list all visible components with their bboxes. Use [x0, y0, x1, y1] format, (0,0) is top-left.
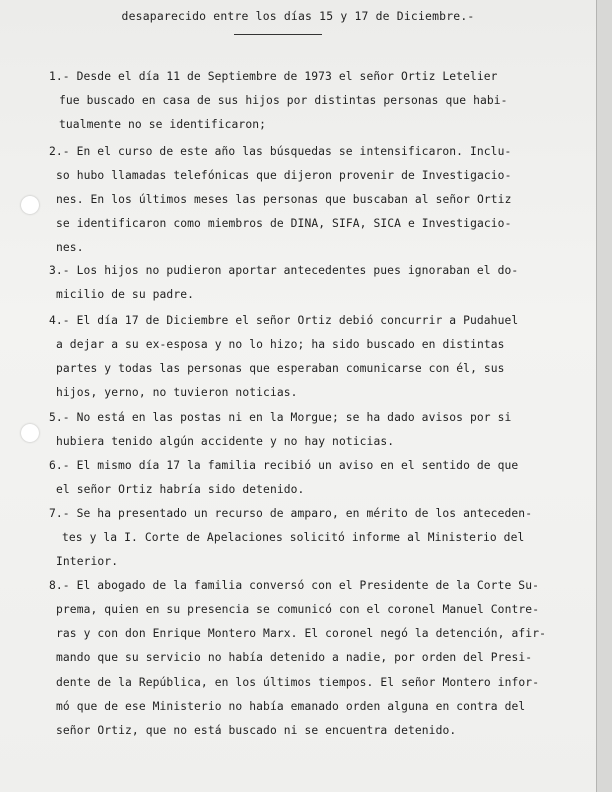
punch-hole — [21, 424, 39, 442]
body-line: ras y con don Enrique Montero Marx. El coronel negó la detención, afir- — [56, 627, 546, 640]
body-line: tes y la I. Corte de Apelaciones solicitó informe al Ministerio del — [62, 531, 525, 544]
body-line: señor Ortiz, que no está buscado ni se encuentra detenido. — [56, 724, 457, 737]
body-line: hijos, yerno, no tuvieron noticias. — [56, 386, 298, 399]
body-line: el señor Ortiz habría sido detenido. — [56, 483, 305, 496]
body-line: 5.- No está en las postas ni en la Morgue; se ha dado avisos por si — [49, 411, 512, 424]
body-line: 1.- Desde el día 11 de Septiembre de 1973 el señor Ortiz Letelier — [49, 70, 498, 83]
body-line: Interior. — [56, 555, 119, 568]
body-line: mando que su servicio no había detenido a nadie, por orden del Presi- — [56, 651, 533, 664]
body-line: so hubo llamadas telefónicas que dijeron provenir de Investigacio- — [56, 169, 512, 182]
body-line: 8.- El abogado de la familia conversó con el Presidente de la Corte Su- — [49, 579, 539, 592]
body-line: partes y todas las personas que esperaban comunicarse con él, sus — [56, 362, 505, 375]
document-heading: desaparecido entre los días 15 y 17 de Diciembre.- — [121, 9, 475, 23]
body-line: nes. — [56, 241, 84, 254]
body-line: a dejar a su ex-esposa y no lo hizo; ha sido buscado en distintas — [56, 338, 505, 351]
body-line: hubiera tenido algún accidente y no hay noticias. — [56, 435, 395, 448]
body-line: fue buscado en casa de sus hijos por distintas personas que habi- — [59, 94, 508, 107]
body-line: 7.- Se ha presentado un recurso de amparo, en mérito de los anteceden- — [49, 507, 533, 520]
body-line: mó que de ese Ministerio no había emanado orden alguna en contra del — [56, 700, 526, 713]
body-line: 3.- Los hijos no pudieron aportar antecedentes pues ignoraban el do- — [49, 264, 519, 277]
body-line: se identificaron como miembros de DINA, SIFA, SICA e Investigacio- — [56, 217, 512, 230]
punch-hole — [21, 196, 39, 214]
body-line: micilio de su padre. — [56, 288, 195, 301]
body-line: 4.- El día 17 de Diciembre el señor Ortiz debió concurrir a Pudahuel — [49, 314, 519, 327]
body-line: 2.- En el curso de este año las búsquedas se intensificaron. Inclu- — [49, 145, 512, 158]
body-line: prema, quien en su presencia se comunicó con el coronel Manuel Contre- — [56, 603, 540, 616]
heading-underline — [234, 34, 322, 35]
body-line: nes. En los últimos meses las personas que buscaban al señor Ortiz — [56, 193, 512, 206]
body-line: 6.- El mismo día 17 la familia recibió un aviso en el sentido de que — [49, 459, 519, 472]
page-edge — [596, 0, 612, 792]
body-line: dente de la República, en los últimos tiempos. El señor Montero infor- — [56, 676, 540, 689]
body-line: tualmente no se identificaron; — [59, 118, 267, 131]
